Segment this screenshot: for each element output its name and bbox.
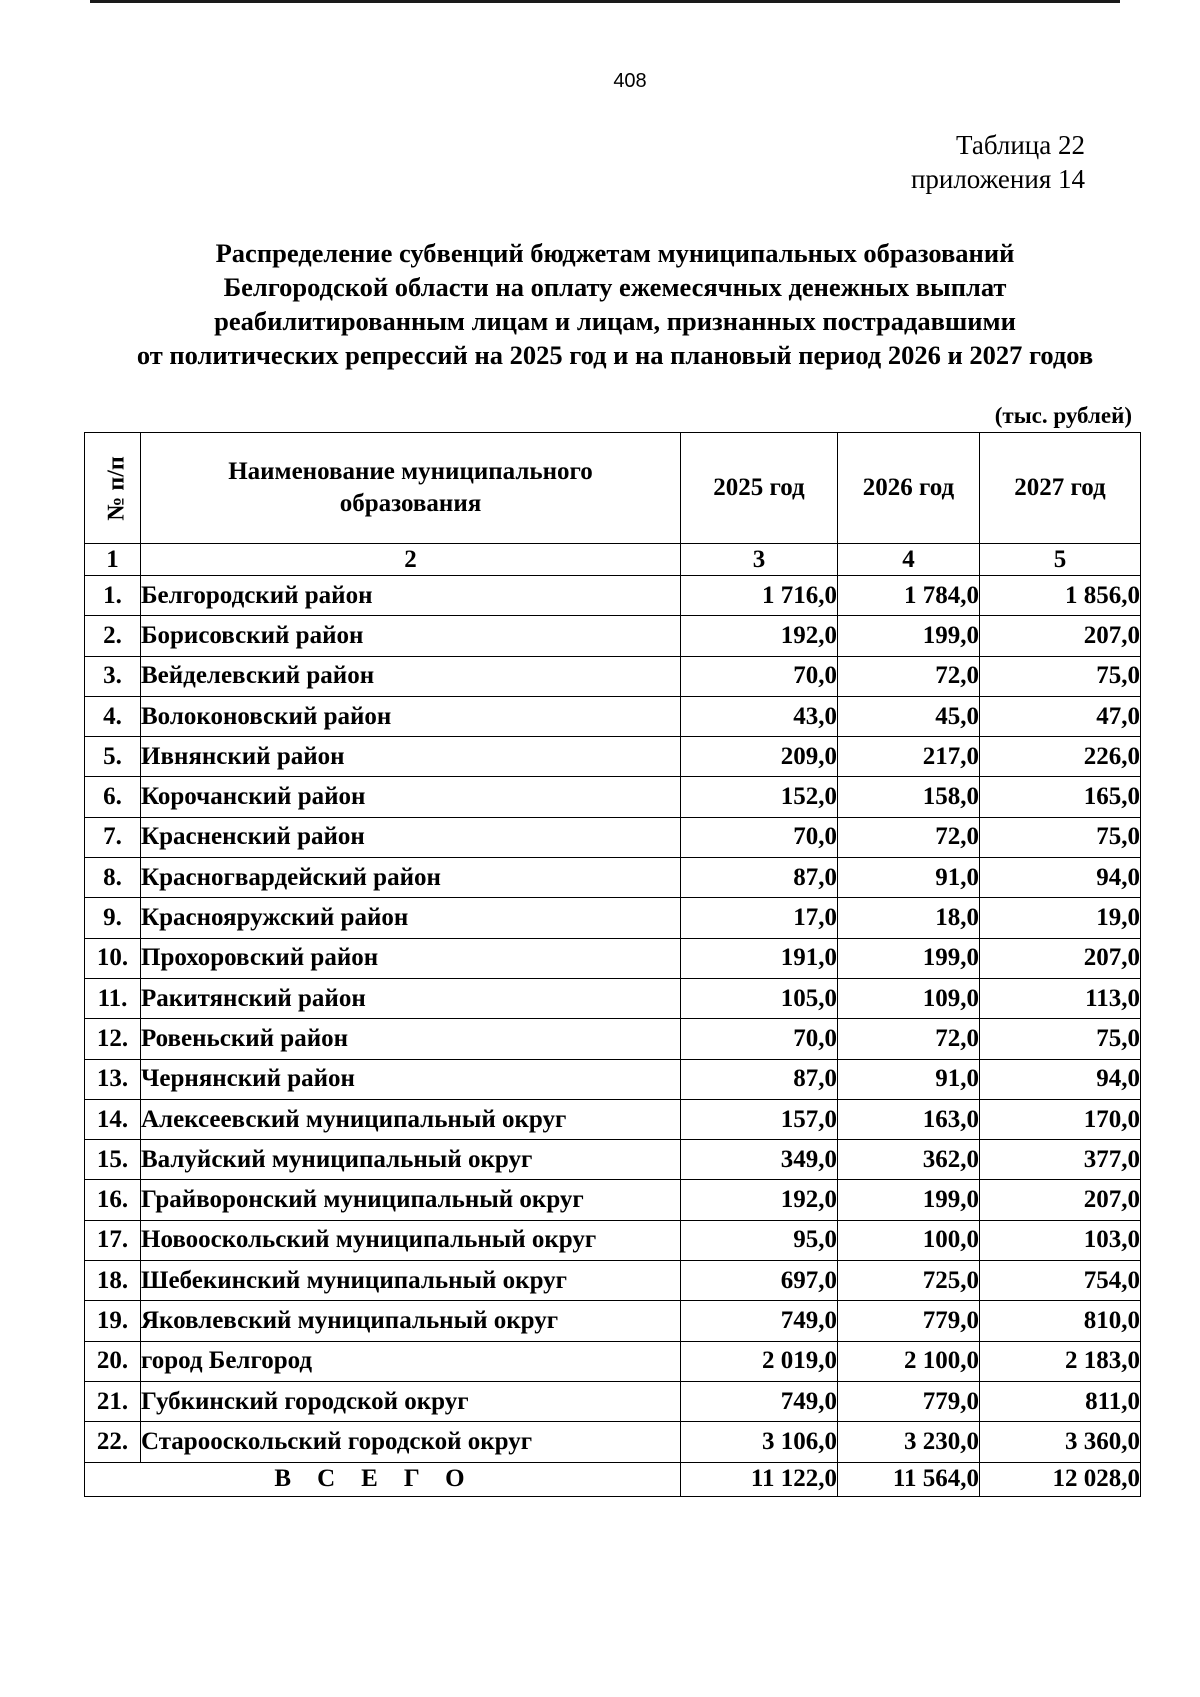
header-name-line1: Наименование муниципального xyxy=(228,458,593,485)
table-ref-line2: приложения 14 xyxy=(910,164,1085,194)
value-2027: 754,0 xyxy=(980,1261,1141,1301)
total-2027: 12 028,0 xyxy=(980,1462,1141,1496)
value-2025: 749,0 xyxy=(681,1381,838,1421)
table-row xyxy=(85,1099,1141,1139)
row-name: Корочанский район xyxy=(141,777,681,817)
value-2026: 3 230,0 xyxy=(838,1422,980,1462)
table-row xyxy=(85,978,1141,1018)
row-number: 5. xyxy=(85,737,141,777)
row-number: 13. xyxy=(85,1059,141,1099)
row-number: 12. xyxy=(85,1019,141,1059)
row-name: Ракитянский район xyxy=(141,978,681,1018)
row-number: 7. xyxy=(85,817,141,857)
row-name: Шебекинский муниципальный округ xyxy=(141,1261,681,1301)
row-name: Ивнянский район xyxy=(141,737,681,777)
value-2026: 199,0 xyxy=(838,1180,980,1220)
column-number: 3 xyxy=(681,544,838,576)
value-2025: 87,0 xyxy=(681,858,838,898)
row-name: Борисовский район xyxy=(141,616,681,656)
value-2027: 75,0 xyxy=(980,656,1141,696)
value-2026: 72,0 xyxy=(838,656,980,696)
column-number: 1 xyxy=(85,544,141,576)
value-2025: 157,0 xyxy=(681,1099,838,1139)
value-2027: 47,0 xyxy=(980,696,1141,736)
table-row xyxy=(85,656,1141,696)
value-2026: 45,0 xyxy=(838,696,980,736)
value-2026: 362,0 xyxy=(838,1140,980,1180)
page-number: 408 xyxy=(613,70,647,92)
value-2026: 199,0 xyxy=(838,938,980,978)
row-number: 9. xyxy=(85,898,141,938)
value-2025: 87,0 xyxy=(681,1059,838,1099)
row-name: Ровеньский район xyxy=(141,1019,681,1059)
value-2025: 105,0 xyxy=(681,978,838,1018)
value-2027: 3 360,0 xyxy=(980,1422,1141,1462)
value-2025: 209,0 xyxy=(681,737,838,777)
value-2027: 207,0 xyxy=(980,616,1141,656)
row-number: 15. xyxy=(85,1140,141,1180)
value-2025: 349,0 xyxy=(681,1140,838,1180)
row-number: 8. xyxy=(85,858,141,898)
row-name: Грайворонский муниципальный округ xyxy=(141,1180,681,1220)
value-2026: 18,0 xyxy=(838,898,980,938)
scan-edge-line xyxy=(90,0,1120,3)
table-row xyxy=(85,1220,1141,1260)
row-number: 4. xyxy=(85,696,141,736)
table-row xyxy=(85,938,1141,978)
header-name-line2: образования xyxy=(339,490,482,517)
row-number: 16. xyxy=(85,1180,141,1220)
column-number: 5 xyxy=(980,544,1141,576)
table-row xyxy=(85,576,1141,616)
value-2027: 165,0 xyxy=(980,777,1141,817)
value-2025: 192,0 xyxy=(681,1180,838,1220)
value-2027: 207,0 xyxy=(980,938,1141,978)
column-number: 4 xyxy=(838,544,980,576)
column-number: 2 xyxy=(141,544,681,576)
value-2027: 810,0 xyxy=(980,1301,1141,1341)
row-name: Красненский район xyxy=(141,817,681,857)
value-2026: 779,0 xyxy=(838,1301,980,1341)
column-number-row xyxy=(85,544,1141,576)
row-name: Валуйский муниципальный округ xyxy=(141,1140,681,1180)
value-2026: 1 784,0 xyxy=(838,576,980,616)
title-line4: от политических репрессий на 2025 год и на плановый период 2026 и 2027 годов xyxy=(136,340,1094,370)
title-line1: Распределение субвенций бюджетам муниципальных образований xyxy=(215,238,1015,268)
value-2027: 75,0 xyxy=(980,1019,1141,1059)
value-2026: 217,0 xyxy=(838,737,980,777)
table-row xyxy=(85,1341,1141,1381)
header-name xyxy=(141,433,681,544)
row-name: Старооскольский городской округ xyxy=(141,1422,681,1462)
value-2025: 697,0 xyxy=(681,1261,838,1301)
row-name: Белгородский район xyxy=(141,576,681,616)
value-2027: 75,0 xyxy=(980,817,1141,857)
value-2025: 17,0 xyxy=(681,898,838,938)
document-title xyxy=(70,236,1160,372)
row-number: 14. xyxy=(85,1099,141,1139)
row-number: 22. xyxy=(85,1422,141,1462)
row-number: 11. xyxy=(85,978,141,1018)
table-ref-line1: Таблица 22 xyxy=(956,130,1085,160)
table-row xyxy=(85,898,1141,938)
table-row xyxy=(85,1059,1141,1099)
row-name: Волоконовский район xyxy=(141,696,681,736)
value-2026: 725,0 xyxy=(838,1261,980,1301)
value-2026: 91,0 xyxy=(838,858,980,898)
table-row xyxy=(85,1261,1141,1301)
value-2027: 2 183,0 xyxy=(980,1341,1141,1381)
value-2027: 811,0 xyxy=(980,1381,1141,1421)
value-2027: 94,0 xyxy=(980,858,1141,898)
table-row xyxy=(85,1381,1141,1421)
row-number: 2. xyxy=(85,616,141,656)
table-row xyxy=(85,777,1141,817)
value-2025: 43,0 xyxy=(681,696,838,736)
header-num xyxy=(85,433,141,544)
total-row xyxy=(85,1462,1141,1496)
value-2026: 158,0 xyxy=(838,777,980,817)
header-2025: 2025 год xyxy=(681,433,838,544)
value-2026: 100,0 xyxy=(838,1220,980,1260)
value-2025: 749,0 xyxy=(681,1301,838,1341)
table-row xyxy=(85,737,1141,777)
value-2027: 103,0 xyxy=(980,1220,1141,1260)
row-number: 17. xyxy=(85,1220,141,1260)
total-2025: 11 122,0 xyxy=(681,1462,838,1496)
table-row xyxy=(85,817,1141,857)
title-line3: реабилитированным лицам и лицам, признанных пострадавшими xyxy=(214,306,1016,336)
value-2027: 113,0 xyxy=(980,978,1141,1018)
row-number: 21. xyxy=(85,1381,141,1421)
value-2027: 1 856,0 xyxy=(980,576,1141,616)
table-row xyxy=(85,858,1141,898)
value-2026: 72,0 xyxy=(838,817,980,857)
table-row xyxy=(85,1180,1141,1220)
value-2026: 199,0 xyxy=(838,616,980,656)
row-name: Краснояружский район xyxy=(141,898,681,938)
value-2025: 70,0 xyxy=(681,656,838,696)
table-row xyxy=(85,616,1141,656)
value-2025: 1 716,0 xyxy=(681,576,838,616)
table-row xyxy=(85,1019,1141,1059)
value-2026: 779,0 xyxy=(838,1381,980,1421)
row-name: Вейделевский район xyxy=(141,656,681,696)
row-name: Алексеевский муниципальный округ xyxy=(141,1099,681,1139)
value-2025: 192,0 xyxy=(681,616,838,656)
row-number: 3. xyxy=(85,656,141,696)
units-label: (тыс. рублей) xyxy=(994,403,1132,428)
row-number: 1. xyxy=(85,576,141,616)
value-2027: 207,0 xyxy=(980,1180,1141,1220)
row-number: 10. xyxy=(85,938,141,978)
row-number: 6. xyxy=(85,777,141,817)
table-row xyxy=(85,1301,1141,1341)
row-number: 19. xyxy=(85,1301,141,1341)
row-name: Чернянский район xyxy=(141,1059,681,1099)
header-2026: 2026 год xyxy=(838,433,980,544)
row-name: Красногвардейский район xyxy=(141,858,681,898)
table-reference xyxy=(911,128,1085,196)
title-line2: Белгородской области на оплату ежемесячных денежных выплат xyxy=(223,272,1007,302)
row-number: 20. xyxy=(85,1341,141,1381)
value-2025: 191,0 xyxy=(681,938,838,978)
value-2026: 163,0 xyxy=(838,1099,980,1139)
row-name: Новооскольский муниципальный округ xyxy=(141,1220,681,1260)
table-row xyxy=(85,1140,1141,1180)
header-2027: 2027 год xyxy=(980,433,1141,544)
table-row xyxy=(85,696,1141,736)
value-2025: 152,0 xyxy=(681,777,838,817)
total-label: ВСЕГО xyxy=(85,1462,681,1496)
value-2025: 70,0 xyxy=(681,1019,838,1059)
total-2026: 11 564,0 xyxy=(838,1462,980,1496)
value-2025: 70,0 xyxy=(681,817,838,857)
value-2025: 2 019,0 xyxy=(681,1341,838,1381)
row-name: Губкинский городской округ xyxy=(141,1381,681,1421)
row-name: Яковлевский муниципальный округ xyxy=(141,1301,681,1341)
value-2027: 19,0 xyxy=(980,898,1141,938)
row-number: 18. xyxy=(85,1261,141,1301)
value-2025: 3 106,0 xyxy=(681,1422,838,1462)
header-num-label: № п/п xyxy=(103,456,130,521)
value-2025: 95,0 xyxy=(681,1220,838,1260)
value-2027: 226,0 xyxy=(980,737,1141,777)
value-2027: 94,0 xyxy=(980,1059,1141,1099)
value-2027: 170,0 xyxy=(980,1099,1141,1139)
table-row xyxy=(85,1422,1141,1462)
subvention-table xyxy=(84,432,1141,1497)
value-2026: 91,0 xyxy=(838,1059,980,1099)
value-2027: 377,0 xyxy=(980,1140,1141,1180)
header-row xyxy=(85,433,1141,544)
row-name: город Белгород xyxy=(141,1341,681,1381)
value-2026: 72,0 xyxy=(838,1019,980,1059)
value-2026: 2 100,0 xyxy=(838,1341,980,1381)
row-name: Прохоровский район xyxy=(141,938,681,978)
value-2026: 109,0 xyxy=(838,978,980,1018)
